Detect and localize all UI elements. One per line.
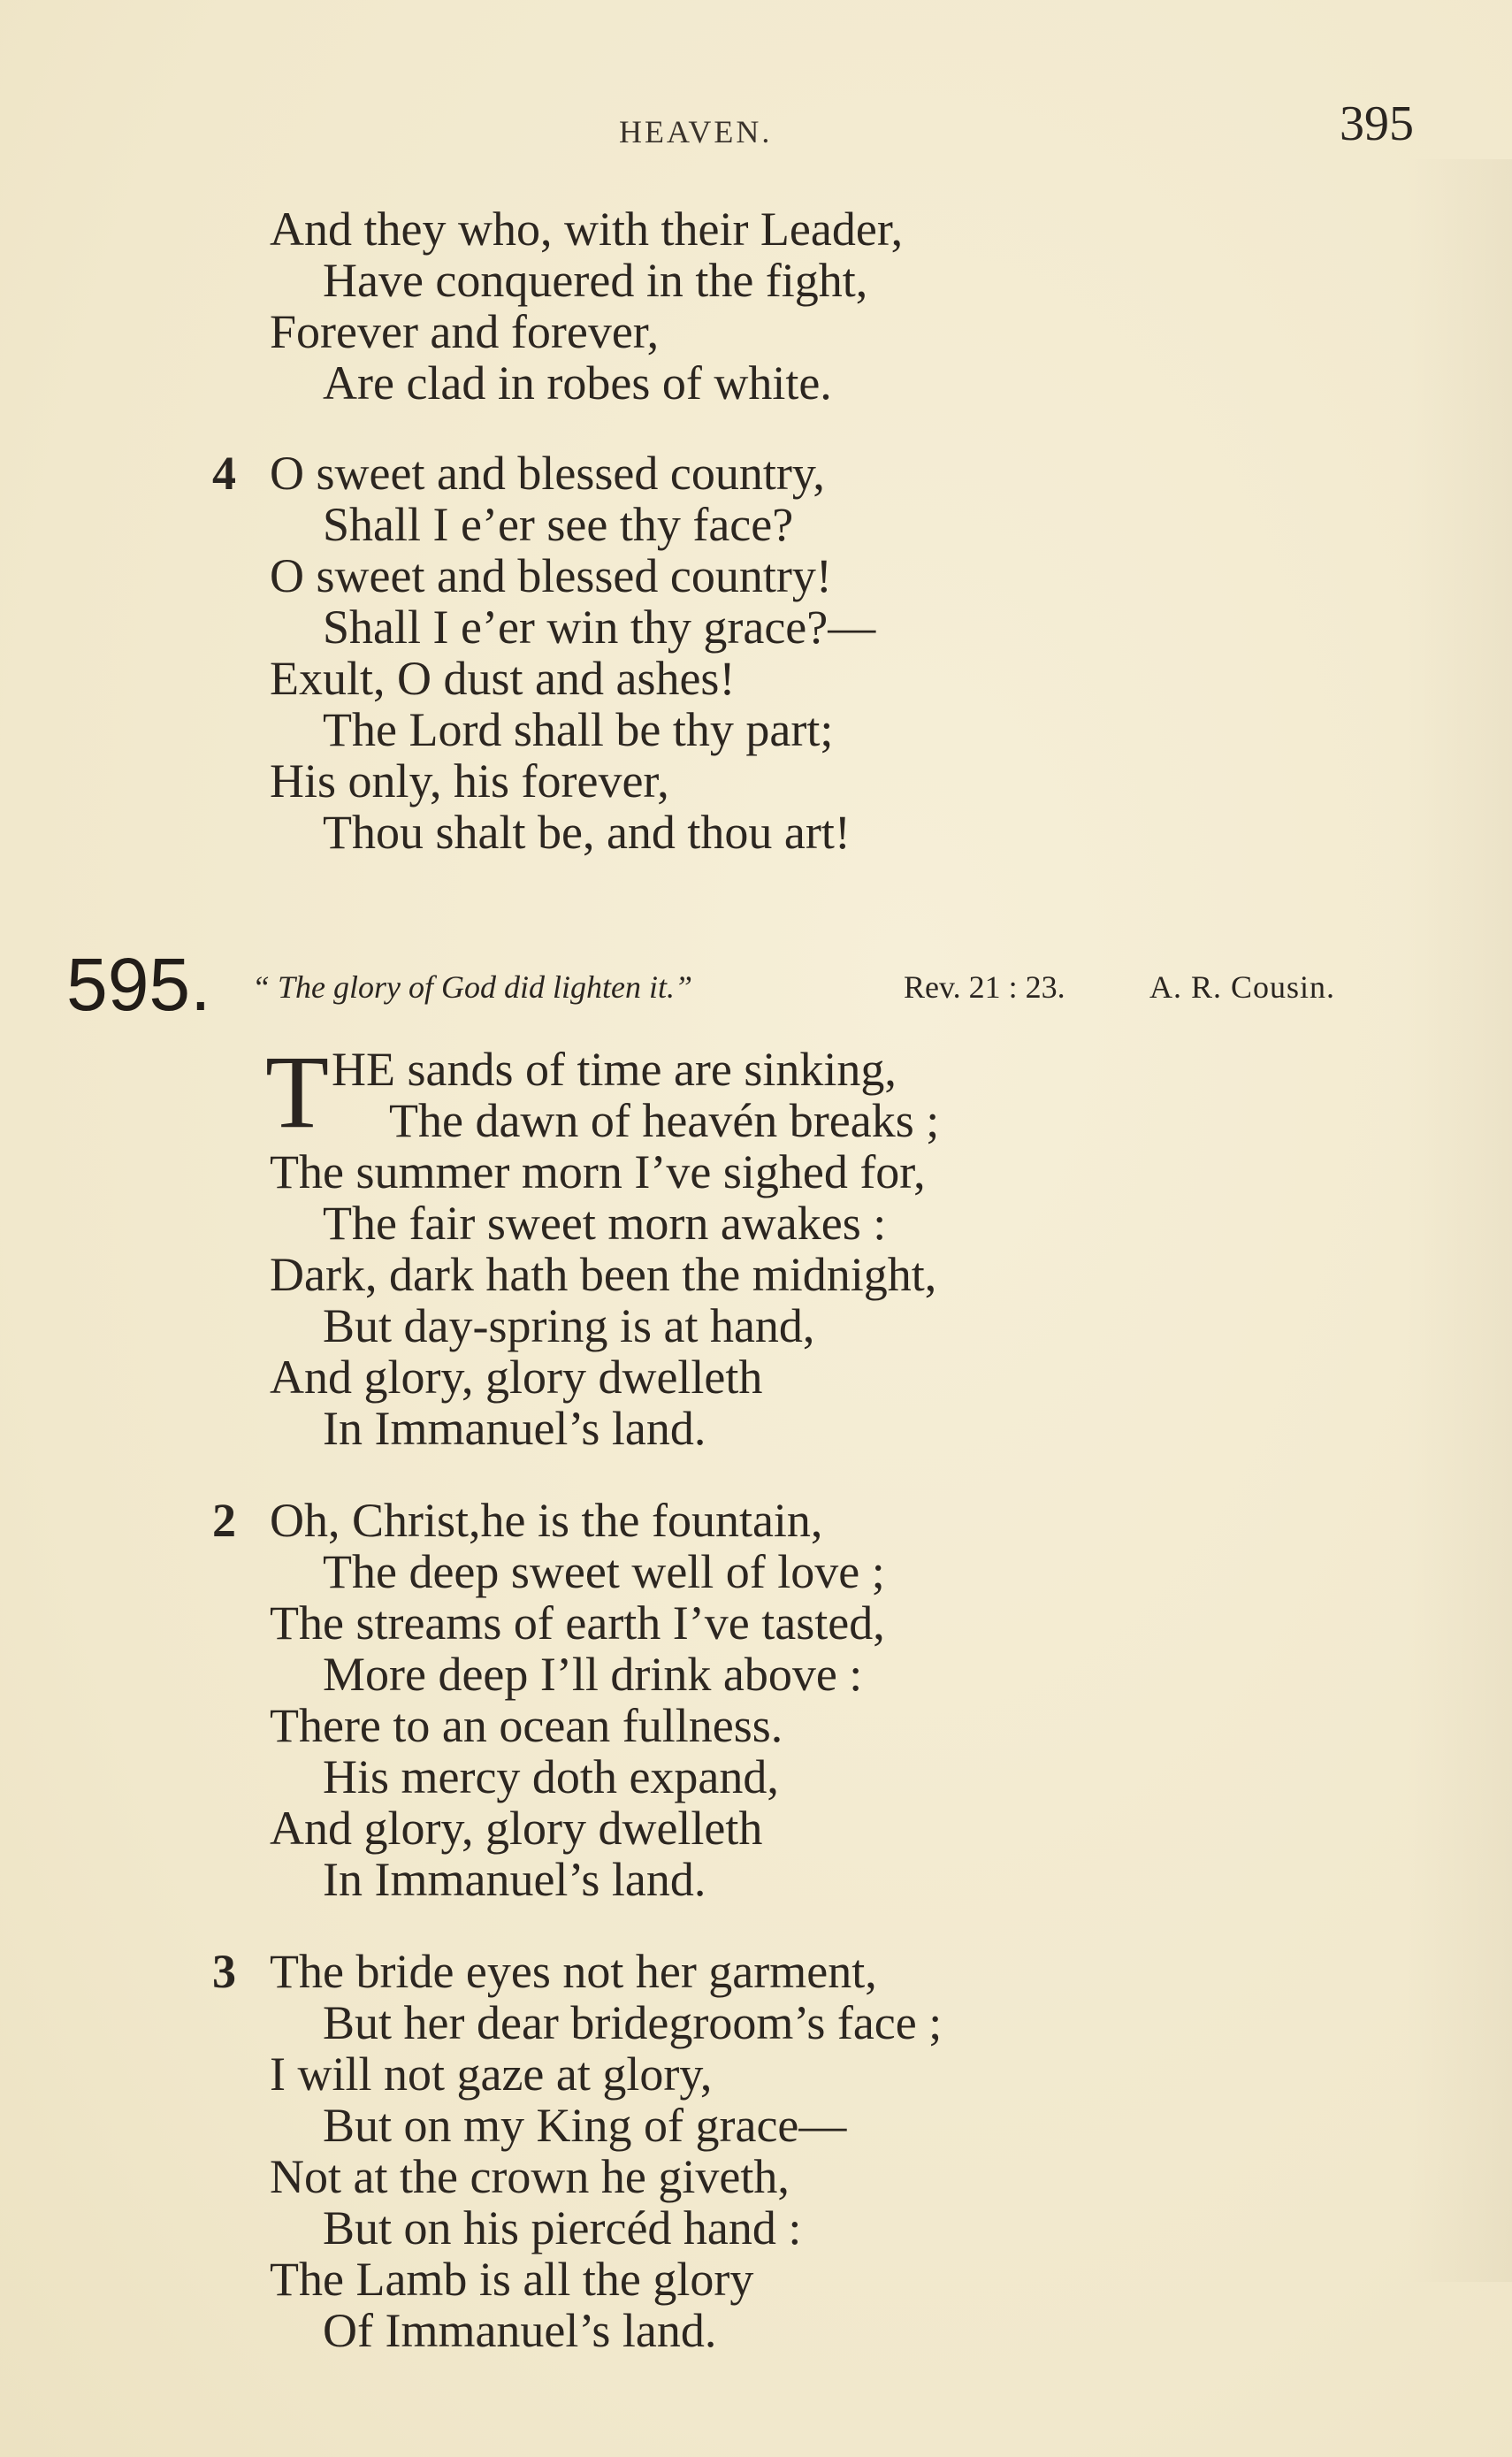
verse-line: More deep I’ll drink above : (323, 1648, 863, 1701)
hymn-author: A. R. Cousin. (1149, 969, 1336, 1005)
verse-line: The Lord shall be thy part; (323, 703, 834, 756)
stanza-number: 4 (212, 447, 236, 500)
scripture-reference: Rev. 21 : 23. (904, 969, 1065, 1005)
verse-line: I will not gaze at glory, (270, 2048, 713, 2101)
verse-line: Shall I e’er see thy face? (323, 498, 794, 551)
verse-line: The deep sweet well of love ; (323, 1545, 885, 1598)
hymn-number: 595. (66, 943, 211, 1026)
verse-line: His mercy doth expand, (323, 1750, 779, 1803)
verse-line: The streams of earth I’ve tasted, (270, 1596, 885, 1649)
verse-line: But on his piercéd hand : (323, 2201, 802, 2254)
verse-line: Thou shalt be, and thou art! (323, 806, 851, 859)
verse-line: And glory, glory dwelleth (270, 1351, 763, 1404)
verse-line: Dark, dark hath been the midnight, (270, 1248, 937, 1301)
bleed-through-shadow (1406, 159, 1512, 2282)
running-header: HEAVEN. (619, 114, 773, 149)
verse-line: And they who, with their Leader, (270, 203, 904, 256)
verse-line: But on my King of grace— (323, 2099, 847, 2152)
hymn-epigraph: “ The glory of God did lighten it.” (252, 969, 693, 1005)
verse-line: Shall I e’er win thy grace?— (323, 601, 876, 654)
verse-line: Not at the crown he giveth, (270, 2150, 790, 2203)
verse-line: HE sands of time are sinking, (332, 1043, 897, 1096)
verse-line: Oh, Christ,he is the fountain, (270, 1494, 823, 1547)
verse-line: Are clad in robes of white. (323, 356, 832, 410)
verse-line: The dawn of heavén breaks ; (389, 1094, 940, 1147)
verse-line: Of Immanuel’s land. (323, 2304, 717, 2357)
verse-line: O sweet and blessed country! (270, 549, 832, 602)
verse-line: The summer morn I’ve sighed for, (270, 1145, 926, 1198)
verse-line: Forever and forever, (270, 305, 660, 358)
verse-line: In Immanuel’s land. (323, 1853, 706, 1906)
verse-line: And glory, glory dwelleth (270, 1802, 763, 1855)
stanza-number: 3 (212, 1945, 236, 1998)
verse-line: In Immanuel’s land. (323, 1402, 706, 1455)
verse-line: The bride eyes not her garment, (270, 1945, 877, 1998)
verse-line: But her dear bridegroom’s face ; (323, 1996, 943, 2049)
stanza-number: 2 (212, 1494, 236, 1547)
verse-line: But day-spring is at hand, (323, 1299, 815, 1352)
verse-line: His only, his forever, (270, 754, 669, 808)
page-number: 395 (1340, 96, 1414, 151)
verse-line: The fair sweet morn awakes : (323, 1197, 887, 1250)
verse-line: There to an ocean fullness. (270, 1699, 783, 1752)
verse-line: O sweet and blessed country, (270, 447, 825, 500)
drop-cap: T (265, 1034, 330, 1150)
verse-line: Exult, O dust and ashes! (270, 652, 736, 705)
verse-line: The Lamb is all the glory (270, 2253, 754, 2306)
verse-line: Have conquered in the fight, (323, 254, 868, 307)
